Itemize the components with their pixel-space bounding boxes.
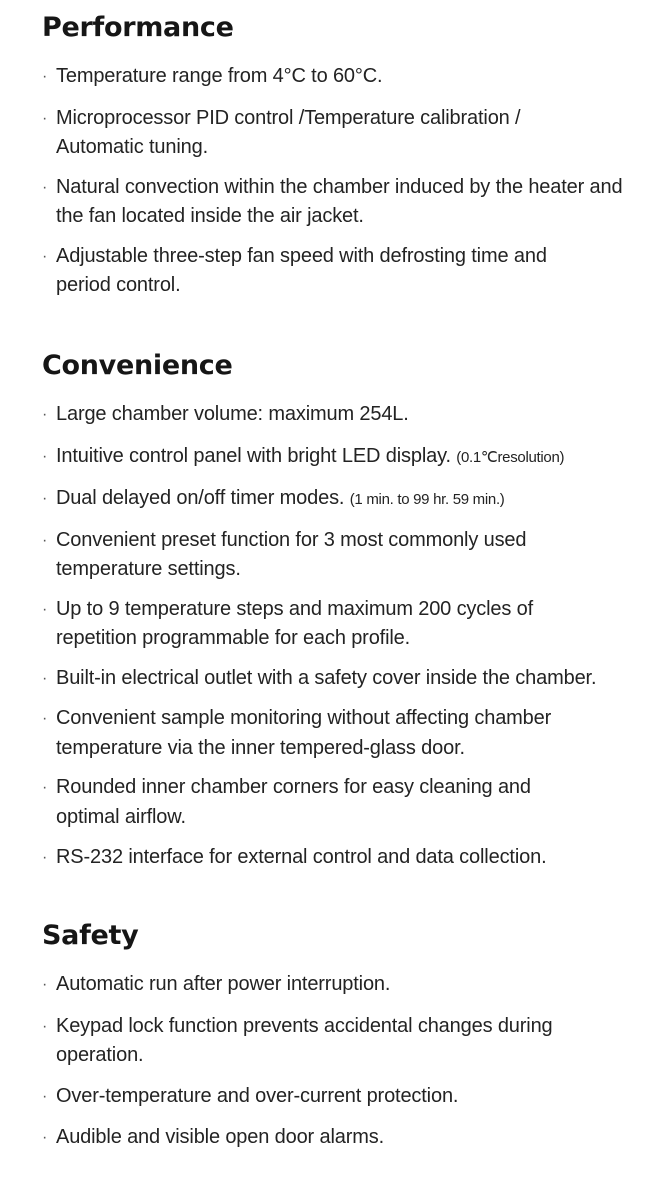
list-item: [42, 595, 632, 654]
section-title: Safety: [42, 920, 139, 951]
list-item: [42, 173, 632, 232]
list-item: [42, 242, 632, 301]
bullet-icon: ·: [42, 109, 48, 127]
bullet-icon: ·: [42, 600, 48, 618]
item-text: Intuitive control panel with bright LED display.: [56, 444, 457, 467]
item-text: Up to 9 temperature steps and maximum 200 cycles of repetition programmable for each profile.: [56, 597, 534, 649]
item-text: Over-temperature and over-current protection.: [56, 1084, 459, 1107]
bullet-icon: ·: [42, 710, 48, 727]
item-text: Natural convection within the chamber induced by the heater and the fan located inside the air jacket.: [56, 175, 623, 227]
feature-list: [42, 62, 632, 301]
item-text: Convenient sample monitoring without affecting chamber temperature via the inner tempered-glass door.: [56, 707, 552, 759]
item-note: (1 min. to 99 hr. 59 min.): [349, 491, 505, 508]
feature-list: [42, 400, 632, 873]
item-text: Adjustable three-step fan speed with defrosting time and period control.: [56, 244, 547, 296]
item-text: Automatic run after power interruption.: [56, 973, 391, 995]
list-item: [42, 442, 632, 473]
item-text: Audible and visible open door alarms.: [56, 1126, 384, 1148]
list-item: [42, 970, 632, 1000]
bullet-icon: ·: [42, 447, 48, 465]
list-item: [42, 1082, 632, 1112]
item-note: (0.1℃resolution): [456, 448, 565, 466]
bullet-icon: ·: [42, 1129, 48, 1146]
section-title: Convenience: [42, 350, 233, 381]
item-text: Dual delayed on/off timer modes.: [56, 487, 350, 509]
item-text: Microprocessor PID control /Temperature calibration / Automatic tuning.: [56, 106, 521, 158]
list-item: [42, 773, 632, 832]
section-performance: [42, 10, 632, 301]
bullet-icon: ·: [42, 849, 48, 866]
list-item: [42, 484, 632, 515]
bullet-icon: ·: [42, 490, 48, 507]
bullet-icon: ·: [42, 1087, 48, 1105]
bullet-icon: ·: [42, 178, 48, 196]
list-item: [42, 526, 632, 585]
list-item: [42, 704, 632, 763]
bullet-icon: ·: [42, 1017, 48, 1035]
list-item: [42, 400, 632, 430]
bullet-icon: ·: [42, 531, 48, 549]
item-text: Rounded inner chamber corners for easy cleaning and optimal airflow.: [56, 776, 531, 828]
feature-list: [42, 970, 632, 1153]
bullet-icon: ·: [42, 406, 48, 423]
bullet-icon: ·: [42, 68, 48, 85]
list-item: [42, 104, 632, 163]
item-text: Temperature range from 4°C to 60°C.: [56, 65, 383, 87]
section-safety: [42, 918, 632, 1153]
item-text: RS-232 interface for external control and data collection.: [56, 846, 547, 868]
bullet-icon: ·: [42, 247, 48, 265]
item-text: Large chamber volume: maximum 254L.: [56, 403, 409, 425]
item-text: Built-in electrical outlet with a safety cover inside the chamber.: [56, 666, 597, 689]
section-title: Performance: [42, 12, 234, 43]
section-convenience: [42, 348, 632, 873]
item-text: Convenient preset function for 3 most commonly used temperature settings.: [56, 528, 527, 580]
list-item: [42, 1012, 632, 1071]
list-item: [42, 62, 632, 92]
bullet-icon: ·: [42, 779, 48, 796]
item-text: Keypad lock function prevents accidental changes during operation.: [56, 1014, 553, 1066]
list-item: [42, 664, 632, 694]
list-item: [42, 1123, 632, 1153]
bullet-icon: ·: [42, 976, 48, 993]
bullet-icon: ·: [42, 669, 48, 687]
list-item: [42, 843, 632, 873]
